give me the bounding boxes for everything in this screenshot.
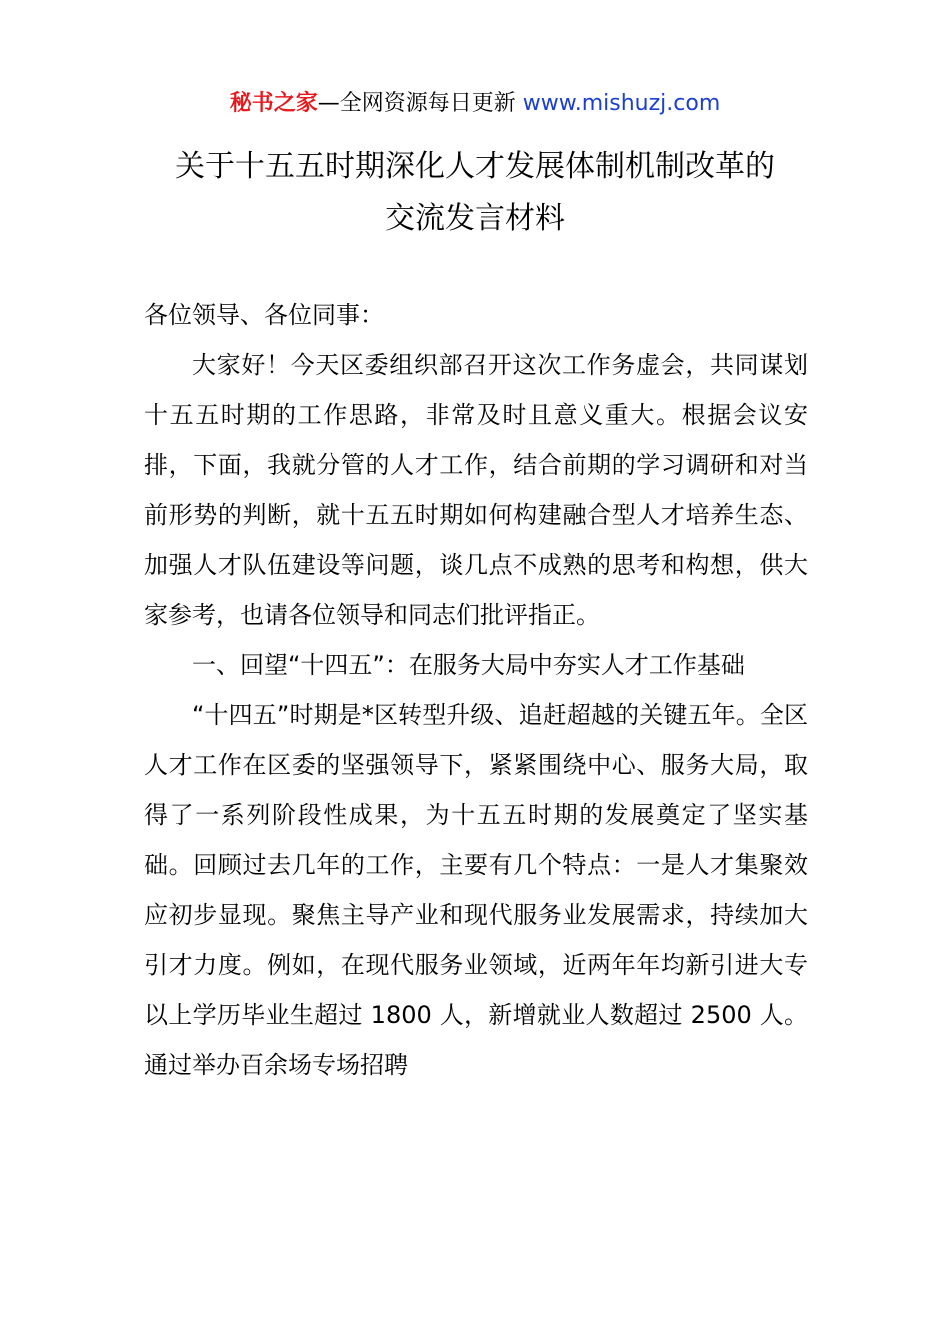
opening-paragraph: 大家好！今天区委组织部召开这次工作务虚会，共同谋划十五五时期的工作思路，非常及时且意义重大。根据会议安排，下面，我就分管的人才工作，结合前期的学习调研和对当前形势的判断，就十五五时期如何构建融合型人才培养生态、加强人才队伍建设等问题，谈几点不成熟的思考和构想，供大家参考，也请各位领导和同志们批评指正。 [144, 351, 808, 629]
title-line-1: 关于十五五时期深化人才发展体制机制改革的 [175, 149, 775, 184]
brand-name: 秘书之家 [229, 91, 318, 116]
document-title [120, 141, 830, 245]
section-heading-1: 一、回望“十四五”：在服务大局中夯实人才工作基础 [192, 651, 745, 679]
salutation: 各位领导、各位同事： [144, 301, 384, 329]
title-line-2: 交流发言材料 [385, 201, 565, 236]
site-header-banner [0, 88, 950, 120]
site-url-link[interactable]: www.mishuzj.com [522, 91, 721, 116]
header-tagline: —全网资源每日更新 [317, 91, 516, 116]
section-1-paragraph: “十四五”时期是*区转型升级、追赶超越的关键五年。全区人才工作在区委的坚强领导下，紧紧围绕中心、服务大局，取得了一系列阶段性成果，为十五五时期的发展奠定了坚实基础。回顾过去几年的工作，主要有几个特点：一是人才集聚效应初步显现。聚焦主导产业和现代服务业发展需求，持续加大引才力度。例如，在现代服务业领域，近两年年均新引进大专以上学历毕业生超过 1800 人，新增就业人数超过 2500 人。通过举办百余场专场招聘 [144, 701, 808, 1079]
document-body [144, 290, 808, 1090]
